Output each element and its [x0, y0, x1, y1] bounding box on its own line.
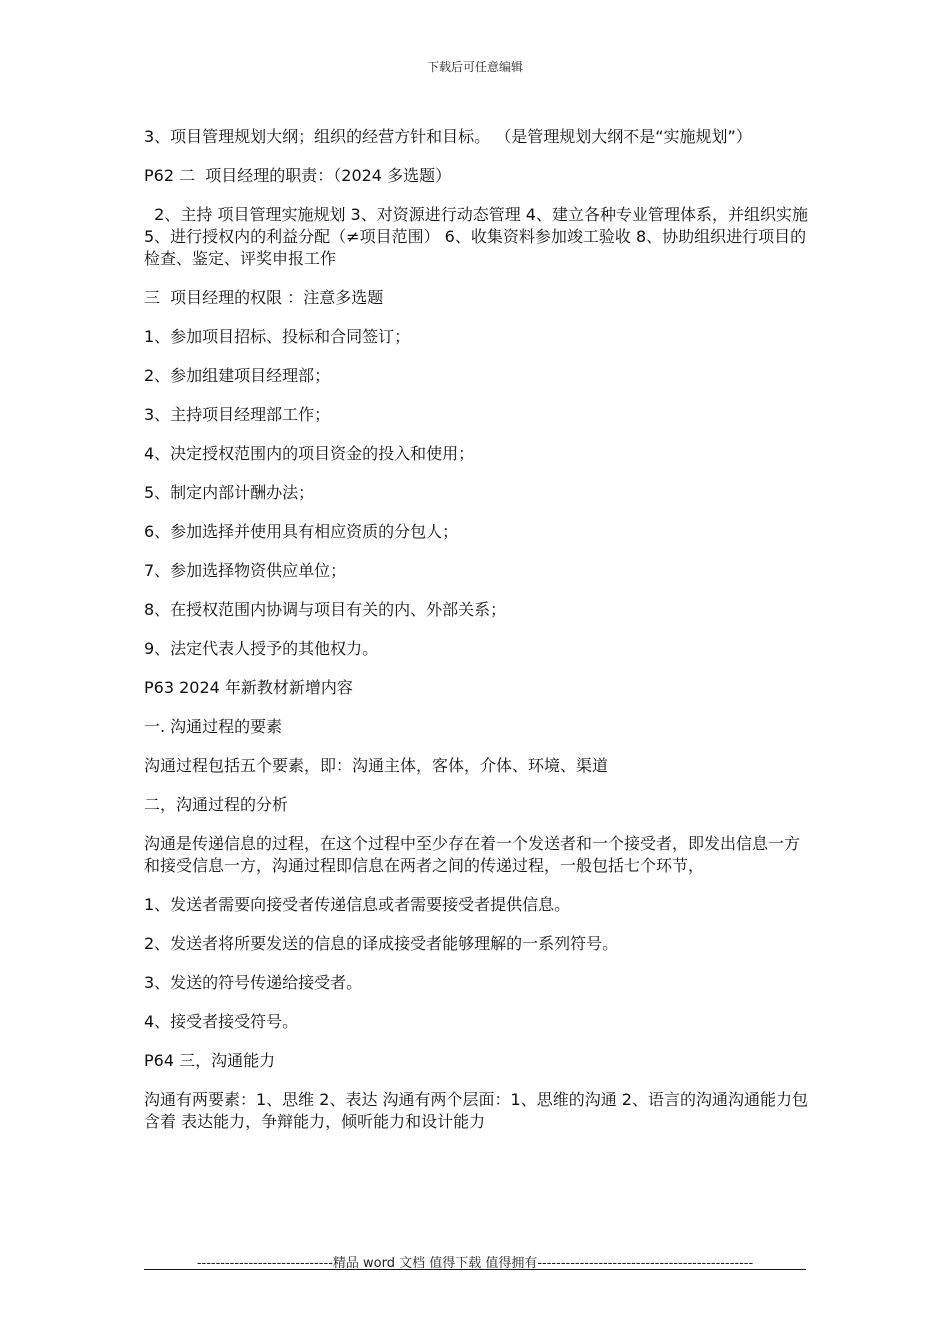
paragraph: 1、发送者需要向接受者传递信息或者需要接受者提供信息。 — [144, 895, 571, 914]
paragraph: 4、决定授权范围内的项目资金的投入和使用； — [144, 444, 475, 463]
paragraph: 3、主持项目经理部工作； — [144, 405, 331, 424]
paragraph: 沟通有两要素：1、思维 2、表达 沟通有两个层面：1、思维的沟通 2、语言的沟通沟通能力包含着 表达能力，争辩能力，倾听能力和设计能力 — [144, 1090, 808, 1131]
paragraph: 7、参加选择物资供应单位； — [144, 561, 347, 580]
paragraph: 一. 沟通过程的要素 — [144, 717, 283, 736]
paragraph: 2、发送者将所要发送的信息的译成接受者能够理解的一系列符号。 — [144, 934, 619, 953]
paragraph: 沟通是传递信息的过程，在这个过程中至少存在着一个发送者和一个接受者，即发出信息一方和接受信息一方，沟通过程即信息在两者之间的传递过程，一般包括七个环节， — [144, 834, 801, 875]
paragraph: 二，沟通过程的分析 — [144, 795, 289, 814]
paragraph: 3、项目管理规划大纲；组织的经营方针和目标。 （是管理规划大纲不是“实施规划”） — [144, 127, 752, 146]
paragraph: 2、主持 项目管理实施规划 3、对资源进行动态管理 4、建立各种专业管理体系，并组织实施 5、进行授权内的利益分配（≠项目范围） 6、收集资料参加竣工验收 8、协助组织进行项目的检查、鉴定、评奖申报工作 — [144, 205, 814, 268]
page-header: 下载后可任意编辑 — [426, 60, 523, 74]
paragraph: 6、参加选择并使用具有相应资质的分包人； — [144, 522, 459, 541]
footer-divider — [144, 1269, 806, 1270]
paragraph: P62 二 项目经理的职责：（2024 多选题） — [144, 166, 452, 185]
paragraph: 3、发送的符号传递给接受者。 — [144, 973, 363, 992]
paragraph: 5、制定内部计酬办法； — [144, 483, 315, 502]
paragraph: 4、接受者接受符号。 — [144, 1012, 299, 1031]
paragraph: P63 2024 年新教材新增内容 — [144, 678, 353, 697]
paragraph: 1、参加项目招标、投标和合同签订； — [144, 327, 411, 346]
document-body — [144, 126, 814, 1150]
paragraph: 2、参加组建项目经理部； — [144, 366, 331, 385]
paragraph: P64 三，沟通能力 — [144, 1051, 276, 1070]
paragraph: 8、在授权范围内协调与项目有关的内、外部关系； — [144, 600, 507, 619]
paragraph: 9、法定代表人授予的其他权力。 — [144, 639, 379, 658]
page-footer: -----------------------------精品 word 文档 值得下载 值得拥有---------------------------------------------- — [196, 1256, 754, 1271]
paragraph: 三 项目经理的权限 ：注意多选题 — [144, 288, 384, 307]
paragraph: 沟通过程包括五个要素，即：沟通主体，客体，介体、环境、渠道 — [144, 756, 609, 775]
